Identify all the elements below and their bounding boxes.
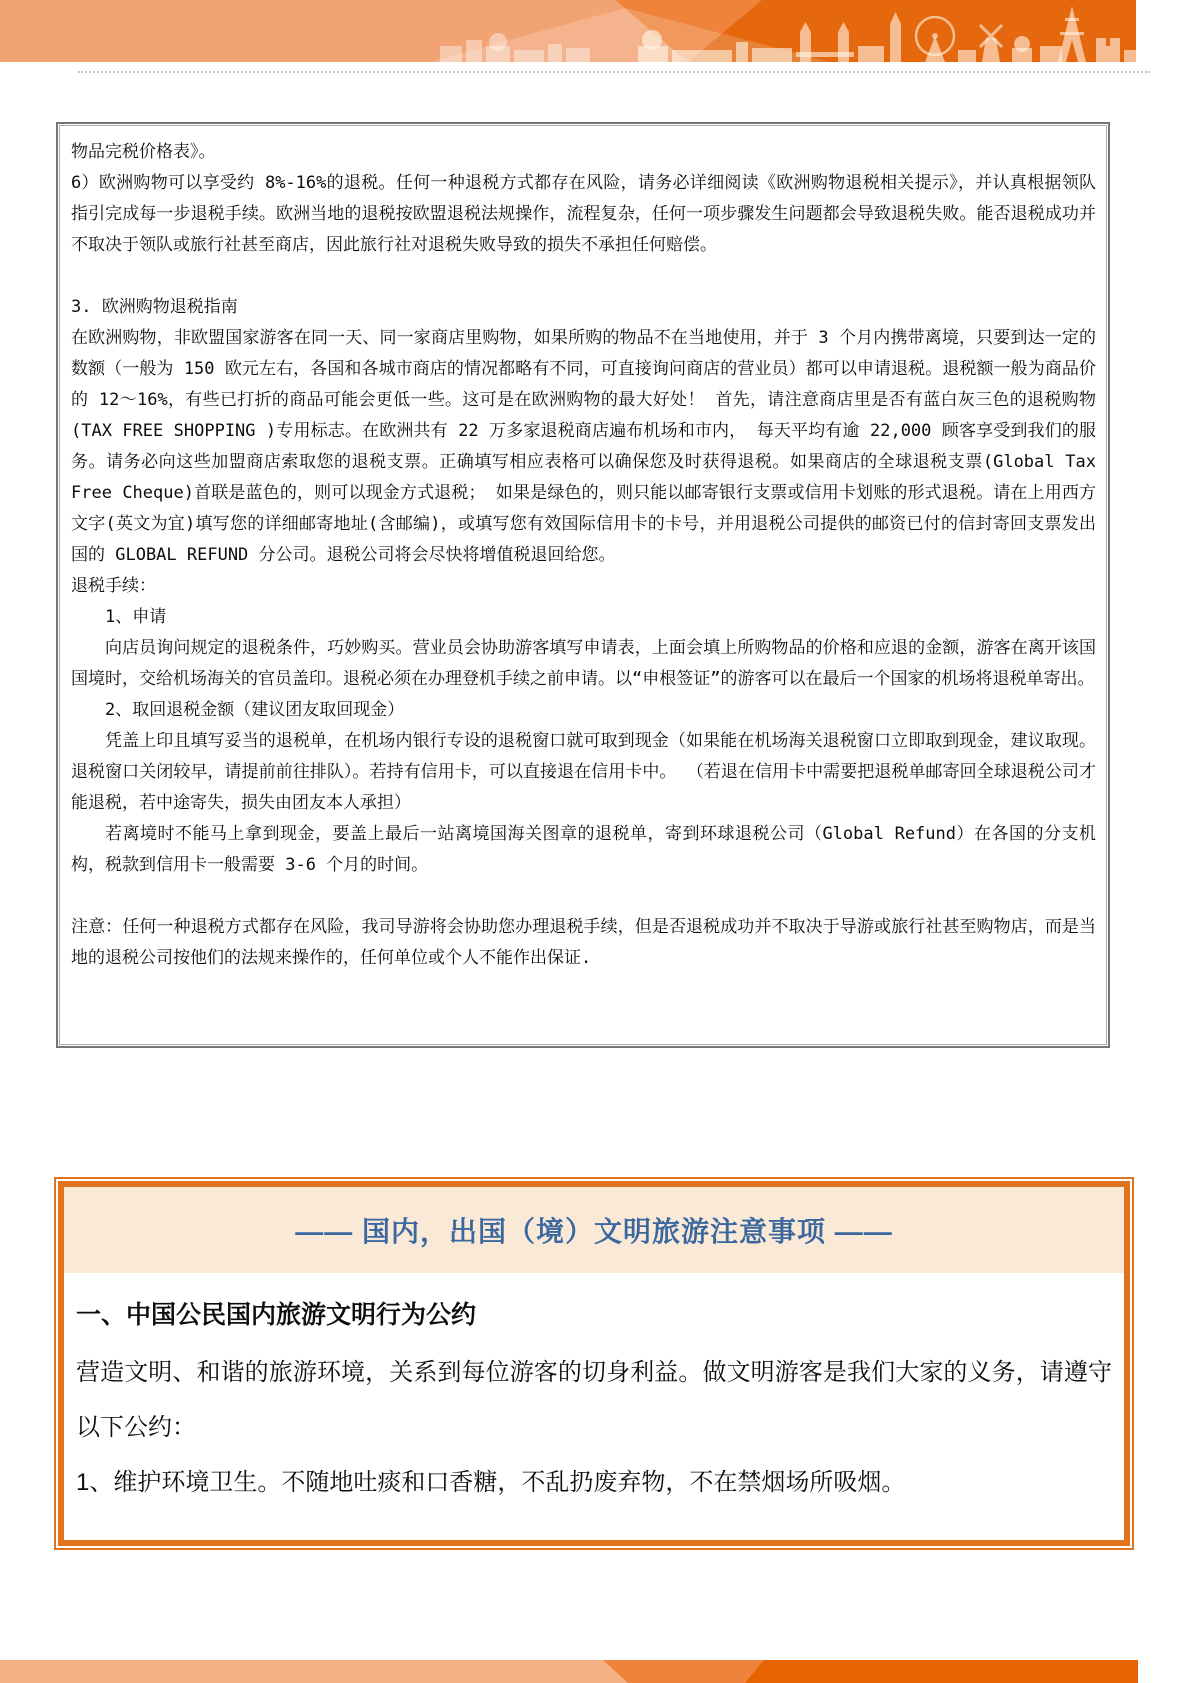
civility-heading: 一、中国公民国内旅游文明行为公约 [76, 1301, 477, 1329]
refund-paragraph: 6）欧洲购物可以享受约 8%-16%的退税。任何一种退税方式都存在风险，请务必详细阅读《欧洲购物退税相关提示》，并认真根据领队指引完成每一步退税手续。欧洲当地的退税按欧盟退税法规操作，流程复杂，任何一项步骤发生问题都会导致退税失败。能否退税成功并不取决于领队或旅行社甚至商店，因此旅行社对退税失败导致的损失不承担任何赔偿。 [71, 173, 1096, 255]
refund-step-heading: 1、申请 [105, 607, 167, 627]
refund-paragraph: 若离境时不能马上拿到现金，要盖上最后一站离境国海关图章的退税单，寄到环球退税公司（Global Refund）在各国的分支机构，税款到信用卡一般需要 3-6 个月的时间。 [71, 824, 1096, 875]
civility-list-item: 1、维护环境卫生。不随地吐痰和口香糖，不乱扔废弃物，不在禁烟场所吸烟。 [76, 1469, 906, 1496]
civility-body [64, 1273, 1124, 1540]
refund-note-paragraph: 注意：任何一种退税方式都存在风险，我司导游将会协助您办理退税手续，但是否退税成功并不取决于导游或旅行社甚至购物店，而是当地的退税公司按他们的法规来操作的，任何单位或个人不能作出保证. [71, 917, 1096, 968]
refund-section-heading: 3. 欧洲购物退税指南 [71, 297, 238, 317]
refund-paragraph: 凭盖上印且填写妥当的退税单，在机场内银行专设的退税窗口就可取到现金（如果能在机场海关退税窗口立即取到现金，建议取现。退税窗口关闭较早，请提前前往排队）。若持有信用卡，可以直接退在信用卡中。 （若退在信用卡中需要把退税单邮寄回全球退税公司才能退税，若中途寄失，损失由团友本人承担） [71, 731, 1096, 813]
refund-info-box-inner [59, 125, 1107, 1045]
civility-notice-box [54, 1177, 1134, 1550]
refund-paragraph: 向店员询问规定的退税条件，巧妙购买。营业员会协助游客填写申请表，上面会填上所购物品的价格和应退的金额，游客在离开该国国境时，交给机场海关的官员盖印。退税必须在办理登机手续之前申请。以“申根签证”的游客可以在最后一个国家的机场将退税单寄出。 [71, 638, 1096, 689]
refund-info-box [56, 122, 1110, 1048]
header-banner [0, 0, 1136, 62]
civility-title: —— 国内，出国（境）文明旅游注意事项 —— [295, 1216, 893, 1247]
civility-title-band [64, 1187, 1124, 1273]
arcade-building-icon [672, 50, 732, 62]
refund-step-heading: 2、取回退税金额（建议团友取回现金） [105, 700, 405, 720]
civility-paragraph: 营造文明、和谐的旅游环境，关系到每位游客的切身利益。做文明游客是我们大家的义务，请遵守以下公约： [76, 1359, 1112, 1441]
refund-paragraph: 退税手续： [71, 576, 156, 596]
refund-paragraph: 物品完税价格表》。 [71, 142, 216, 162]
city-skyline-icon [0, 0, 1136, 62]
refund-paragraph: 在欧洲购物，非欧盟国家游客在同一天、同一家商店里购物，如果所购的物品不在当地使用，并于 3 个月内携带离境，只要到达一定的数额（一般为 150 欧元左右，各国和各城市商店的情况都略有不同，可直接询问商店的营业员）都可以申请退税。退税额一般为商品价的 12～16%，有些已打折的商品可能会更低一些。这可是在欧洲购物的最大好处！ 首先，请注意商店里是否有蓝白灰三色的退税购物(TAX FREE SHOPPING )专用标志。在欧洲共有 22 万多家退税商店遍布机场和市内， 每天平均有逾 22,000 顾客享受到我们的服务。请务必向这些加盟商店索取您的退税支票。正确填写相应表格可以确保您及时获得退税。如果商店的全球退税支票(Global Tax Free Cheque)首联是蓝色的，则可以现金方式退税； 如果是绿色的，则只能以邮寄银行支票或信用卡划账的形式退税。请在上用西方文字(英文为宜)填写您的详细邮寄地址(含邮编)，或填写您有效国际信用卡的卡号，并用退税公司提供的邮资已付的信封寄回支票发出国的 GLOBAL REFUND 分公司。退税公司将会尽快将增值税退回给您。 [71, 328, 1096, 565]
footer-stripe-icon [0, 1660, 1138, 1683]
dotted-divider [78, 71, 1150, 73]
footer-banner [0, 1660, 1138, 1683]
civility-notice-box-inner [58, 1181, 1130, 1546]
